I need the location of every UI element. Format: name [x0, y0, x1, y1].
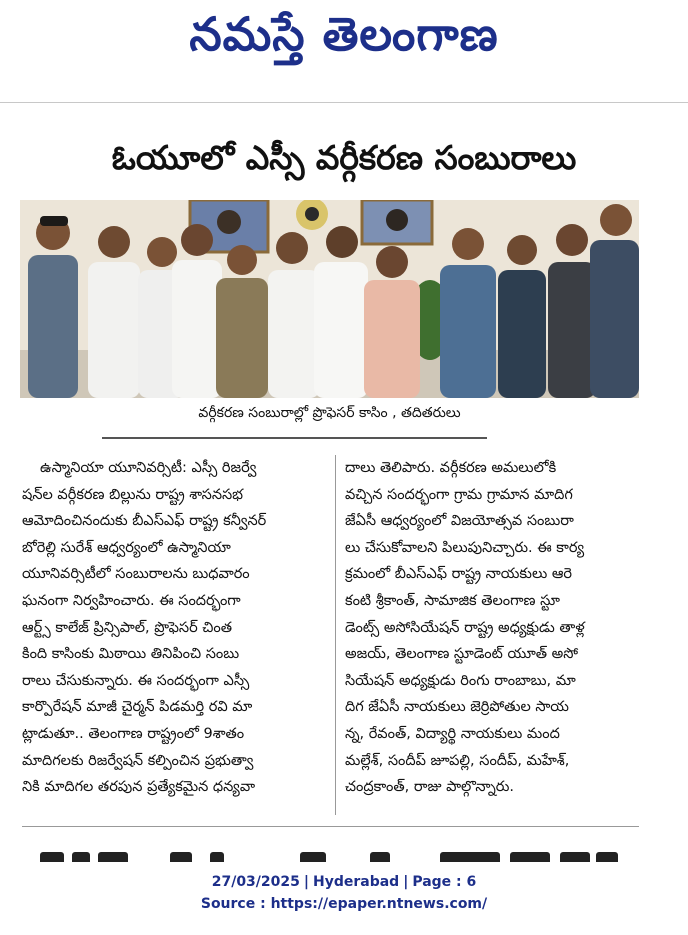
- article-bottom-rule: [22, 826, 639, 827]
- body-line: కంటి శ్రీకాంత్, సామాజిక తెలంగాణ స్టూ: [345, 592, 560, 609]
- body-line: వచ్చిన సందర్భంగా గ్రామ గ్రామాన మాదిగ: [345, 486, 573, 503]
- body-line: నికి మాదిగల తరపున ప్రత్యేకమైన ధన్యవా: [22, 779, 256, 796]
- body-line: డెంట్స్ అసోసియేషన్ రాష్ట్ర అధ్యక్షుడు తాళ్ల: [345, 619, 585, 636]
- photo-caption: వర్గీకరణ సంబురాల్లో ప్రొఫెసర్ కాసిం , తదితరులు: [198, 405, 461, 421]
- body-line: దాలు తెలిపారు. వర్గీకరణ అమలులోకి: [345, 460, 557, 476]
- body-line: అజయ్, తెలంగాణ స్టూడెంట్ యూత్ అసో: [345, 646, 579, 663]
- footer-city: Hyderabad: [313, 874, 400, 890]
- body-line: జేఏసీ ఆధ్వర్యంలో విజయోత్సవ సంబురా: [345, 513, 574, 530]
- footer-separator: |: [303, 874, 309, 890]
- masthead: [0, 0, 688, 80]
- article-headline: ఓయూలో ఎస్సీ వర్గీకరణ సంబురాలు: [111, 138, 577, 177]
- body-line: లు చేసుకోవాలని పిలుపునిచ్చారు. ఈ కార్య: [345, 539, 585, 556]
- top-divider: [0, 102, 688, 103]
- body-line: ఆమోదించినందుకు బీఎస్‌ఎఫ్ రాష్ట్ర కన్వీనర్: [22, 513, 267, 530]
- body-line: కింది కాసింకు మిఠాయి తినిపించి సంబు: [22, 646, 240, 663]
- body-line: చంద్రకాంత్, రాజు పాల్గొన్నారు.: [345, 779, 515, 796]
- article-photo: [20, 200, 639, 398]
- footer-date: 27/03/2025: [211, 874, 300, 890]
- body-line: యూనివర్సిటీలో సంబురాలను బుధవారం: [22, 566, 250, 583]
- article-column-right: [345, 455, 653, 801]
- body-line: బోరెల్లి సురేశ్ ఆధ్వర్యంలో ఉస్మానియా: [22, 539, 231, 556]
- footer-edition-line: [0, 874, 688, 890]
- caption-underline: [102, 437, 487, 439]
- body-line: మాదిగలకు రిజర్వేషన్ కల్పించిన ప్రభుత్వా: [22, 752, 254, 769]
- body-line: ఉస్మానియా యూనివర్సిటీ: ఎస్సీ రిజర్వే: [40, 460, 257, 476]
- footer-source: Source : https://epaper.ntnews.com/: [200, 896, 488, 912]
- body-line: కార్పొరేషన్ మాజీ చైర్మన్ పిడమర్తి రవి మా: [22, 699, 253, 716]
- body-line: షన్‌ల వర్గీకరణ బిల్లును రాష్ట్ర శాసనసభ: [22, 486, 244, 503]
- article-column-left: [22, 455, 330, 801]
- cropped-next-headline: [40, 848, 620, 862]
- body-line: ఆర్ట్స్ కాలేజ్ ప్రిన్సిపాల్, ప్రొఫెసర్ చింత: [22, 619, 233, 636]
- group-photo-illustration: [20, 200, 639, 398]
- column-divider: [335, 455, 336, 815]
- body-line: ట్లాడుతూ.. తెలంగాణ రాష్ట్రంలో 9శాతం: [22, 725, 245, 742]
- masthead-title: నమస్తే తెలంగాణ: [189, 7, 499, 61]
- footer-page: Page : 6: [412, 874, 477, 890]
- body-line: ఘనంగా నిర్వహించారు. ఈ సందర్భంగా: [22, 592, 241, 609]
- body-line: క్రమంలో బీఎస్‌ఎఫ్ రాష్ట్ర నాయకులు ఆరె: [345, 566, 573, 583]
- body-line: దిగ జేఏసీ నాయకులు జెర్రిపోతుల సాయ: [345, 699, 569, 716]
- body-line: మల్లేశ్, సందీప్ జూపల్లి, సందీప్, మహేశ్,: [345, 752, 570, 769]
- body-line: రాలు చేసుకున్నారు. ఈ సందర్భంగా ఎస్సీ: [22, 672, 250, 689]
- body-line: న్న, రేవంత్, విద్యార్థి నాయకులు మంద: [345, 725, 560, 742]
- body-line: సియేషన్ అధ్యక్షుడు రింగు రాంబాబు, మా: [345, 672, 576, 689]
- footer-separator: |: [403, 874, 409, 890]
